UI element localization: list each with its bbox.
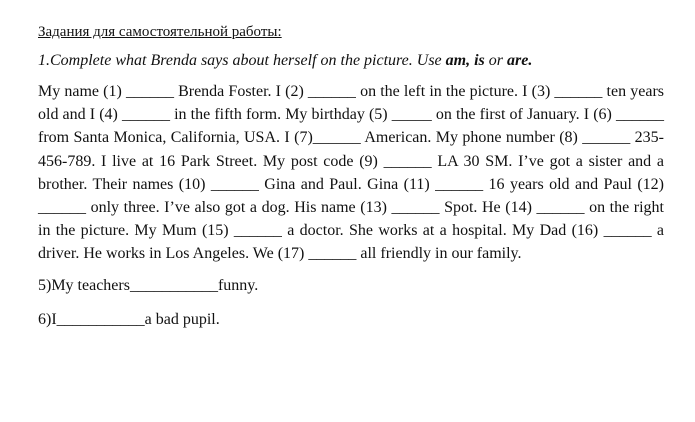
task-word-are: are. xyxy=(507,52,533,69)
worksheet xyxy=(38,22,664,343)
exercise-passage: My name (1) ______ Brenda Foster. I (2) ______ on the left in the picture. I (3) ______ ten years old and I (4) ______ in the fifth form. My birthday (5) _____ on the first of January. I (6) ______ from Santa Monica, California, USA. I (7)______ American. My phone number (8) ______ 235-456-789. I live at 16 Park Street. My post code (9) ______ LA 30 SM. I’ve got a sister and a brother. Their names (10) ______ Gina and Paul. Gina (11) ______ 16 years old and Paul (12) ______ only three. I’ve also got a dog. His name (13) ______ Spot. He (14) ______ on the right in the picture. My Mum (15) ______ a doctor. She works at a hospital. My Dad (16) ______ a driver. He works in Los Angeles. We (17) ______ all friendly in our family. xyxy=(38,83,664,263)
task-separator-or: or xyxy=(484,52,508,69)
task-instruction xyxy=(38,50,664,72)
task-word-is: is xyxy=(474,52,485,69)
sentence-5: 5)My teachers___________funny. xyxy=(38,276,259,294)
task-text: 1.Complete what Brenda says about herself on the picture. Use xyxy=(38,52,446,69)
task-word-am: am, xyxy=(445,52,471,69)
worksheet-heading: Задания для самостоятельной работы: xyxy=(38,24,282,40)
sentence-6: 6)I___________a bad pupil. xyxy=(38,310,220,328)
